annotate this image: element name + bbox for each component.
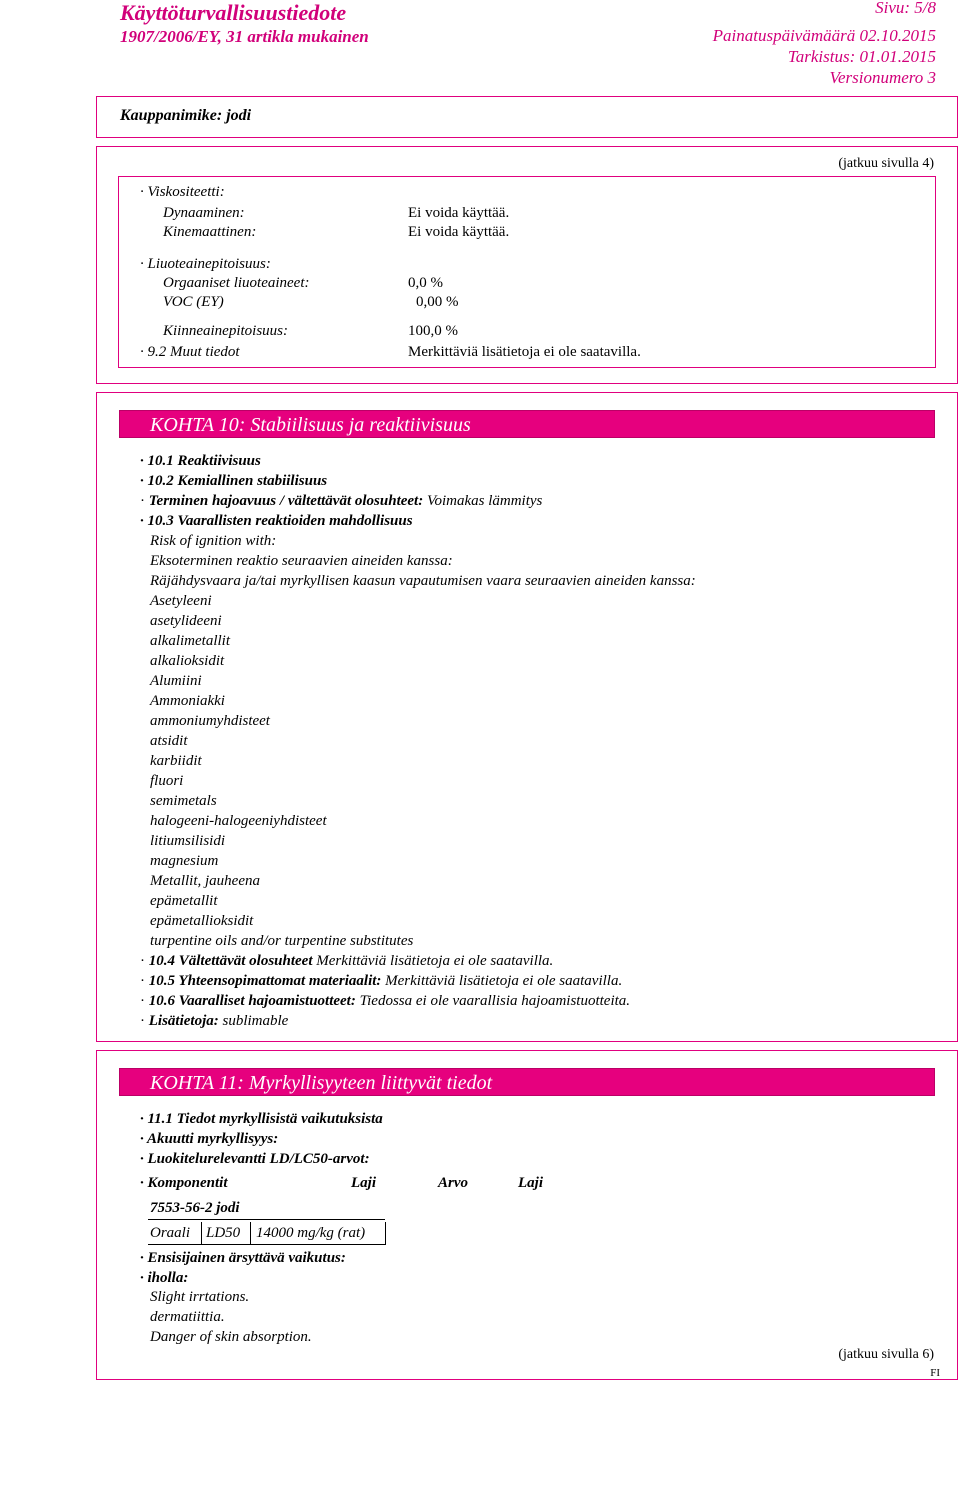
continued-to: (jatkuu sivulla 6) [838,1347,934,1362]
hazardous-reactions-item: asetylideeni [150,613,222,629]
page-number: Sivu: 5/8 [875,0,936,17]
hazardous-reactions-heading: · 10.3 Vaarallisten reaktioiden mahdollisuus [140,513,413,529]
section10-heading-bar [119,410,935,438]
hazardous-reactions-item: Eksoterminen reaktio seuraavien aineiden kanssa: [150,553,453,569]
kinematic-value: Ei voida käyttää. [408,224,510,240]
dynamic-value: Ei voida käyttää. [408,205,510,221]
table-header-value: Arvo [438,1175,468,1191]
hazardous-reactions-item: atsidit [150,733,188,749]
hazardous-reactions-item: epämetallioksidit [150,913,254,929]
ld50-type: LD50 [206,1225,241,1241]
organic-value: 0,0 % [408,275,443,291]
trade-name: Kauppanimike: jodi [120,107,252,124]
skin-line-1: Slight irrtations. [150,1289,250,1305]
viscosity-label: · Viskositeetti: [140,184,225,200]
hazardous-reactions-item: halogeeni-halogeeniyhdisteet [150,813,327,829]
other-info-value: Merkittäviä lisätietoja ei ole saatavilla. [408,344,641,360]
solvent-label: · Liuoteainepitoisuus: [140,256,271,272]
organic-label: Orgaaniset liuoteaineet: [163,275,310,291]
stability-heading: · 10.2 Kemiallinen stabiilisuus [140,473,328,489]
dynamic-label: Dynaaminen: [163,205,245,221]
cell-separator-3 [385,1222,386,1244]
revision-date: Tarkistus: 01.01.2015 [787,47,936,66]
incompatible-materials: · 10.5 Yhteensopimattomat materiaalit: Merkittäviä lisätietoja ei ole saatavilla. [140,973,623,989]
print-date: Painatuspäivämäärä 02.10.2015 [712,26,936,45]
hazardous-reactions-item: Räjähdysvaara ja/tai myrkyllisen kaasun vapautumisen vaara seuraavien aineiden kanssa: [150,573,696,589]
voc-value: 0,00 % [416,294,459,310]
component-divider [148,1219,385,1220]
hazardous-reactions-item: Risk of ignition with: [150,533,277,549]
solids-label: Kiinneainepitoisuus: [163,323,288,339]
conditions-to-avoid: · 10.4 Vältettävät olosuhteet Merkittäviä lisätietoja ei ole saatavilla. [140,953,554,969]
toxic-effects-heading: · 11.1 Tiedot myrkyllisistä vaikutuksista [140,1111,383,1127]
hazardous-reactions-item: semimetals [150,793,217,809]
hazardous-reactions-item: karbiidit [150,753,202,769]
hazardous-reactions-item: fluori [150,773,184,789]
cell-separator-1 [201,1222,202,1244]
skin-heading: · iholla: [140,1270,189,1286]
other-info-label: · 9.2 Muut tiedot [140,344,240,360]
hazardous-reactions-item: Alumiini [150,673,202,689]
document-title: Käyttöturvallisuustiedote [120,0,347,25]
hazardous-reactions-item: Metallit, jauheena [150,873,260,889]
thermal-decomposition: · Terminen hajoavuus / vältettävät olosuhteet: Voimakas lämmitys [140,493,543,509]
table-header-species: Laji [351,1175,376,1191]
decomposition-products: · 10.6 Vaaralliset hajoamistuotteet: Tiedossa ei ole vaarallisia hajoamistuotteita. [140,993,631,1009]
hazardous-reactions-item: epämetallit [150,893,218,909]
skin-line-2: dermatiittia. [150,1309,225,1325]
route-oral: Oraali [150,1225,191,1241]
cell-separator-2 [250,1222,251,1244]
hazardous-reactions-item: ammoniumyhdisteet [150,713,270,729]
version-number: Versionumero 3 [829,68,936,87]
regulation-line: 1907/2006/EY, 31 artikla mukainen [120,27,369,46]
kinematic-label: Kinemaattinen: [163,224,257,240]
section11-heading: KOHTA 11: Myrkyllisyyteen liittyvät tiedot [150,1072,493,1094]
component-name: 7553-56-2 jodi [150,1200,240,1216]
reactivity-heading: · 10.1 Reaktiivisuus [140,453,261,469]
hazardous-reactions-item: litiumsilisidi [150,833,226,849]
continued-from: (jatkuu sivulla 4) [838,156,934,171]
hazardous-reactions-item: alkalioksidit [150,653,225,669]
ld50-value: 14000 mg/kg (rat) [256,1225,366,1241]
acute-toxicity-heading: · Akuutti myrkyllisyys: [140,1131,279,1147]
skin-line-3: Danger of skin absorption. [150,1329,312,1345]
table-header-species-2: Laji [518,1175,543,1191]
additional-info: · Lisätietoja: sublimable [140,1013,289,1029]
section11-heading-bar [119,1068,935,1096]
hazardous-reactions-item: turpentine oils and/or turpentine substitutes [150,933,414,949]
hazardous-reactions-item: Asetyleeni [150,593,212,609]
hazardous-reactions-item: Ammoniakki [150,693,225,709]
solids-value: 100,0 % [408,323,458,339]
section10-heading: KOHTA 10: Stabiilisuus ja reaktiivisuus [150,414,471,436]
primary-irritant-heading: · Ensisijainen ärsyttävä vaikutus: [140,1250,346,1266]
language-code: FI [930,1367,940,1379]
hazardous-reactions-item: alkalimetallit [150,633,230,649]
voc-label: VOC (EY) [163,294,224,310]
row-divider [148,1244,386,1245]
ld-values-heading: · Luokitelurelevantti LD/LC50-arvot: [140,1151,370,1167]
hazardous-reactions-item: magnesium [150,853,219,869]
table-header-components: · Komponentit [140,1175,228,1191]
